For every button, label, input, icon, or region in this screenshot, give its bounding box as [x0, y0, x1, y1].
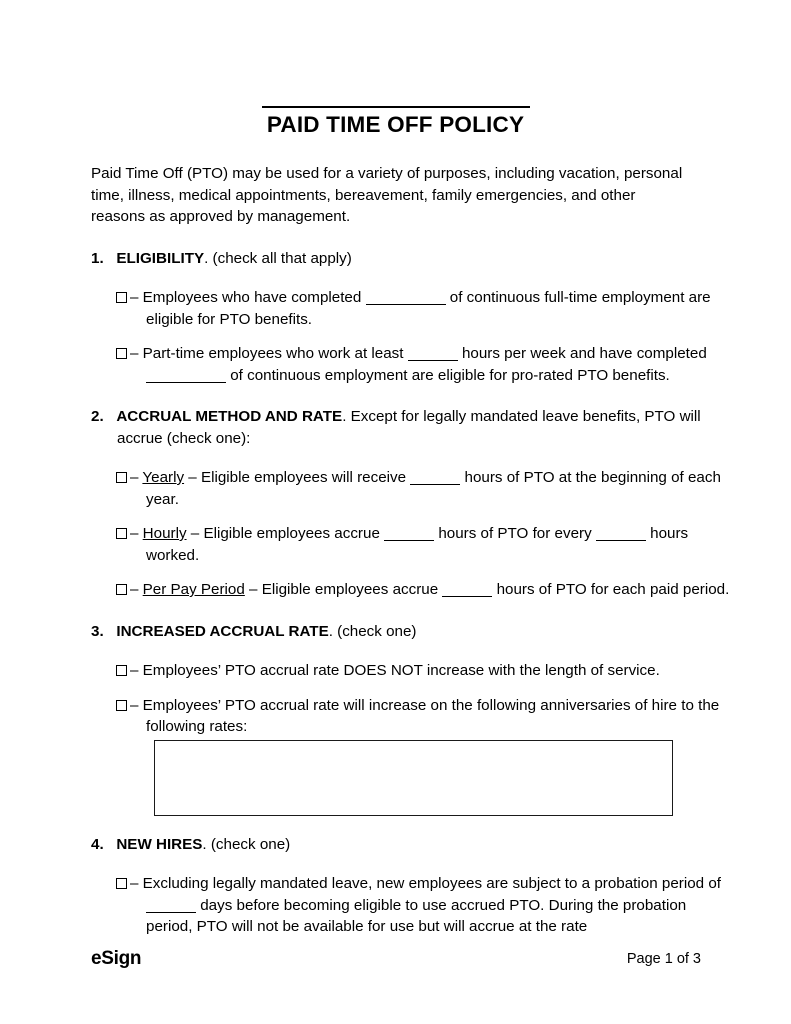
checkbox-icon[interactable]	[116, 528, 127, 539]
section-heading	[91, 248, 725, 270]
fill-blank[interactable]	[408, 347, 458, 361]
item-text-mid: days before becoming eligible to use accrued PTO. During the probation period, PTO will not be available for use but will accrue at the rate	[146, 896, 687, 935]
checkbox-icon[interactable]	[116, 292, 127, 303]
page-number: Page 1 of 3	[626, 951, 701, 967]
item-label: Yearly	[142, 469, 185, 486]
fill-blank[interactable]	[384, 527, 434, 541]
section-items	[91, 287, 711, 386]
section-title: ELIGIBILITY	[116, 249, 205, 267]
item-label: Per Pay Period	[142, 581, 245, 598]
section-subtitle: . (check all that apply)	[204, 249, 352, 267]
section-items	[91, 873, 721, 938]
checkbox-item[interactable]	[91, 343, 736, 386]
item-text-pre2: – Eligible employees accrue	[186, 525, 385, 542]
section-subtitle: . (check one)	[328, 622, 417, 640]
fill-blank[interactable]	[366, 291, 446, 305]
item-text-post: hours worked.	[146, 525, 689, 564]
checkbox-item-per-pay-period[interactable]	[91, 579, 736, 601]
section-items	[91, 467, 730, 601]
section-number: 4.	[91, 835, 104, 853]
spacer	[91, 642, 701, 660]
spacer	[91, 449, 701, 467]
item-text-pre: – Excluding legally mandated leave, new employees are subject to a probation period of	[130, 875, 721, 892]
checkbox-item-yearly[interactable]	[91, 467, 736, 510]
page-footer	[91, 948, 701, 970]
checkbox-icon[interactable]	[116, 584, 127, 595]
section-increased-accrual-rate	[91, 621, 720, 816]
item-label: Hourly	[142, 525, 187, 542]
fill-blank[interactable]	[146, 369, 226, 383]
section-title: NEW HIRES	[116, 835, 203, 853]
section-heading	[91, 834, 725, 856]
intro-paragraph: Paid Time Off (PTO) may be used for a variety of purposes, including vacation, personal time, illness, medical appointments, bereavement, family emergencies, and other reasons as approved by management.	[91, 165, 683, 225]
item-text-mid: hours of PTO for every	[434, 525, 596, 542]
item-text-mid: hours of PTO for each paid period.	[492, 581, 730, 598]
fill-blank[interactable]	[596, 527, 646, 541]
section-heading	[91, 621, 725, 643]
spacer	[91, 386, 701, 406]
fill-blank[interactable]	[410, 471, 460, 485]
checkbox-item[interactable]	[91, 695, 736, 738]
accrual-rates-textbox[interactable]	[154, 740, 673, 816]
spacer	[91, 855, 701, 873]
checkbox-icon[interactable]	[116, 700, 127, 711]
section-title: INCREASED ACCRUAL RATE	[116, 622, 329, 640]
item-text-pre: – Employees’ PTO accrual rate DOES NOT increase with the length of service.	[130, 662, 660, 679]
item-text-pre: –	[130, 525, 143, 542]
checkbox-icon[interactable]	[116, 348, 127, 359]
item-text-pre2: – Eligible employees will receive	[184, 469, 411, 486]
checkbox-item-hourly[interactable]	[91, 523, 736, 566]
checkbox-icon[interactable]	[116, 878, 127, 889]
section-number: 2.	[91, 408, 104, 425]
item-text-mid: of continuous full-time employment are eligible for PTO benefits.	[146, 289, 711, 328]
spacer	[91, 816, 701, 834]
item-text-mid: hours of PTO at the beginning of each year.	[146, 469, 721, 508]
fill-blank[interactable]	[442, 583, 492, 597]
title-rule	[262, 106, 530, 108]
document-body	[91, 163, 730, 938]
section-number: 3.	[91, 622, 104, 640]
title-block	[0, 106, 791, 138]
spacer	[91, 601, 701, 621]
fill-blank[interactable]	[146, 899, 196, 913]
section-heading	[91, 406, 725, 449]
spacer	[91, 269, 701, 287]
checkbox-item[interactable]	[91, 287, 736, 330]
section-number: 1.	[91, 249, 104, 267]
section-subtitle: . (check one)	[202, 835, 291, 853]
item-text-pre: –	[130, 469, 143, 486]
section-title: ACCRUAL METHOD AND RATE	[116, 408, 343, 425]
item-text-pre2: – Eligible employees accrue	[244, 581, 443, 598]
esign-logo: eSign	[91, 948, 142, 969]
section-accrual-method-and-rate	[91, 406, 730, 601]
checkbox-icon[interactable]	[116, 472, 127, 483]
item-text-pre: –	[130, 581, 143, 598]
spacer	[91, 682, 701, 695]
spacer	[91, 510, 701, 523]
checkbox-item[interactable]	[91, 660, 736, 682]
spacer	[91, 566, 701, 579]
item-text-mid: hours per week and have completed	[457, 345, 707, 362]
item-text-post: of continuous employment are eligible for pro-rated PTO benefits.	[226, 366, 670, 384]
spacer	[91, 330, 701, 343]
item-text-pre: – Employees who have completed	[130, 289, 366, 306]
item-text-pre: – Part-time employees who work at least	[130, 345, 408, 362]
section-items	[91, 660, 720, 816]
item-text-pre: – Employees’ PTO accrual rate will increase on the following anniversaries of hire to the following rates:	[130, 696, 720, 735]
checkbox-icon[interactable]	[116, 665, 127, 676]
section-subtitle: . Except for legally mandated leave benefits, PTO will accrue (check one):	[117, 408, 701, 447]
section-new-hires	[91, 834, 721, 938]
page-title: PAID TIME OFF POLICY	[266, 112, 525, 137]
checkbox-item[interactable]	[91, 873, 736, 938]
section-eligibility	[91, 248, 711, 387]
